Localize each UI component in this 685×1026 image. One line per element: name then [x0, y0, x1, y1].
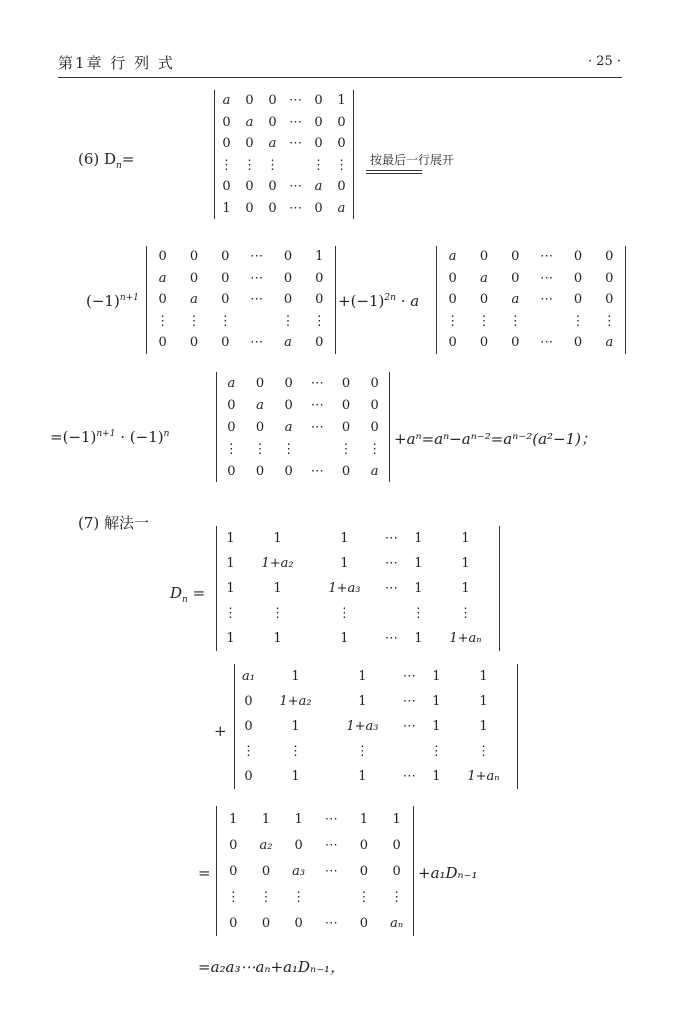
matrix-row: [235, 739, 517, 764]
matrix-cell: 1: [291, 719, 300, 734]
matrix-cell: 0: [337, 179, 346, 195]
matrix-cell: ⋯: [250, 270, 264, 286]
matrix-cell: a: [284, 419, 293, 435]
matrix-cell: 0: [222, 179, 231, 195]
determinant-6-left: [146, 246, 336, 354]
matrix-cell: ⋯: [289, 179, 302, 195]
determinant-7-a: [216, 526, 500, 651]
matrix-cell: 1: [273, 531, 282, 546]
matrix-cell: ⋯: [324, 915, 338, 931]
chapter-title: 第1章 行 列 式: [58, 54, 175, 72]
line3-prefix-text: =(−1): [50, 428, 97, 446]
matrix-cell: 1: [358, 669, 367, 684]
matrix-row: [217, 576, 499, 601]
matrix-cell: ⋯: [384, 556, 398, 571]
matrix-cell: 1: [479, 694, 488, 709]
matrix-cell: 0: [511, 249, 520, 265]
matrix-cell: 0: [392, 837, 401, 853]
matrix-row: [215, 198, 353, 220]
matrix-cell: a: [511, 292, 520, 308]
matrix-cell: ⋮: [411, 606, 425, 621]
matrix-cell: 0: [294, 915, 303, 931]
matrix-cell: 0: [315, 335, 324, 351]
matrix-cell: a: [337, 200, 346, 216]
matrix-cell: ⋯: [540, 270, 554, 286]
matrix-cell: 0: [341, 419, 351, 435]
matrix-cell: 1: [432, 769, 441, 784]
matrix-cell: ⋯: [384, 631, 398, 646]
matrix-cell: 1: [294, 811, 303, 827]
matrix-cell: 0: [189, 335, 199, 351]
matrix-row: [235, 764, 517, 789]
matrix-cell: 1+aₙ: [449, 631, 482, 646]
matrix-cell: 0: [511, 270, 520, 286]
matrix-cell: 0: [294, 837, 303, 853]
matrix-cell: ⋯: [250, 335, 264, 351]
matrix-row: [217, 526, 499, 551]
matrix-cell: 0: [255, 463, 265, 479]
matrix-cell: [315, 884, 348, 910]
matrix-row: [147, 311, 335, 333]
matrix-cell: ⋮: [357, 889, 371, 905]
matrix-cell: ⋮: [224, 606, 238, 621]
matrix-row: [217, 910, 413, 936]
matrix-cell: 0: [448, 270, 457, 286]
matrix-cell: 0: [255, 419, 265, 435]
matrix-cell: ⋯: [402, 719, 416, 734]
matrix-cell: ⋮: [282, 441, 296, 457]
matrix-cell: 0: [227, 397, 236, 413]
matrix-cell: ⋯: [384, 581, 398, 596]
matrix-6-right: [437, 246, 625, 354]
matrix-cell: a: [222, 93, 231, 109]
matrix-row: [215, 112, 353, 134]
matrix-cell: [378, 601, 405, 626]
eq-sign: =: [198, 864, 211, 882]
matrix-cell: 0: [221, 335, 230, 351]
matrix-cell: 0: [359, 837, 369, 853]
matrix-cell: ⋮: [312, 313, 326, 329]
matrix-row: [147, 289, 335, 311]
matrix-cell: ⋮: [368, 441, 382, 457]
matrix-cell: ⋯: [324, 811, 338, 827]
matrix-cell: 0: [370, 419, 379, 435]
matrix-cell: 0: [245, 93, 254, 109]
matrix-cell: 0: [244, 694, 253, 709]
line2-prefix-text: (−1): [86, 292, 120, 310]
matrix-row: [215, 155, 353, 177]
matrix-7-a: [217, 526, 499, 651]
matrix-cell: 0: [245, 200, 254, 216]
matrix-cell: 1: [340, 556, 349, 571]
matrix-cell: 0: [479, 335, 489, 351]
matrix-cell: ⋯: [289, 136, 302, 152]
matrix-cell: 0: [605, 270, 614, 286]
matrix-cell: a: [256, 397, 264, 413]
matrix-cell: 0: [392, 863, 401, 879]
matrix-cell: 0: [229, 837, 238, 853]
matrix-cell: 1+a₃: [346, 719, 379, 734]
matrix-cell: 0: [221, 270, 230, 286]
line2-prefix-exp: n+1: [119, 293, 139, 303]
matrix-row: [217, 806, 413, 832]
matrix-cell: ⋮: [335, 157, 348, 173]
matrix-cell: ⋮: [270, 606, 284, 621]
matrix-cell: 0: [479, 249, 489, 265]
line3-exp2: n: [163, 429, 170, 439]
matrix-cell: 1: [432, 719, 441, 734]
matrix-cell: 1: [226, 531, 235, 546]
matrix-cell: 0: [245, 136, 254, 152]
determinant-7-c: [216, 806, 414, 936]
matrix-cell: ⋯: [384, 531, 398, 546]
matrix-cell: ⋯: [402, 769, 416, 784]
matrix-cell: ⋯: [310, 375, 324, 391]
matrix-cell: ⋯: [402, 669, 416, 684]
matrix-cell: 0: [573, 249, 583, 265]
matrix-row: [217, 394, 389, 416]
matrix-row: [437, 289, 625, 311]
matrix-cell: ⋮: [156, 313, 170, 329]
matrix-cell: ⋯: [289, 200, 302, 216]
matrix-cell: a: [605, 335, 614, 351]
matrix-cell: 0: [341, 397, 351, 413]
determinant-7-b: [234, 664, 518, 789]
matrix-cell: ⋮: [571, 313, 585, 329]
matrix-cell: ⋮: [390, 889, 404, 905]
matrix-cell: ⋮: [477, 313, 491, 329]
matrix-row: [217, 626, 499, 651]
matrix-cell: ⋮: [253, 441, 267, 457]
matrix-cell: ⋮: [458, 606, 472, 621]
matrix-row: [235, 714, 517, 739]
matrix-cell: ⋯: [540, 292, 554, 308]
plus-sign: +: [214, 722, 227, 740]
matrix-cell: a: [190, 292, 198, 308]
matrix-cell: 0: [573, 335, 583, 351]
matrix-row: [217, 438, 389, 460]
double-arrow-line: [366, 170, 422, 174]
matrix-cell: ⋮: [218, 313, 232, 329]
part6-label-text: (6) D: [78, 150, 117, 168]
matrix-cell: 0: [314, 93, 323, 109]
matrix-row: [437, 268, 625, 290]
matrix-cell: a: [284, 335, 292, 351]
matrix-cell: ⋮: [337, 606, 351, 621]
matrix-cell: 0: [283, 270, 293, 286]
matrix-cell: ⋯: [310, 463, 324, 479]
matrix-cell: 1: [461, 531, 470, 546]
matrix-cell: 0: [221, 292, 230, 308]
part7-title: (7) 解法一: [78, 514, 150, 532]
matrix-cell: a: [268, 136, 277, 152]
matrix-row: [147, 268, 335, 290]
matrix-row: [217, 416, 389, 438]
matrix-cell: 0: [314, 114, 323, 130]
matrix-cell: ⋯: [324, 837, 338, 853]
matrix-cell: a₃: [292, 863, 306, 879]
matrix-cell: ⋮: [508, 313, 522, 329]
matrix-cell: [396, 739, 423, 764]
matrix-cell: ⋮: [243, 157, 256, 173]
matrix-cell: a: [227, 375, 236, 391]
determinant-6-result: [216, 372, 390, 482]
matrix-cell: ⋮: [288, 744, 302, 759]
determinant-6-right: [436, 246, 626, 354]
matrix-row: [215, 176, 353, 198]
matrix-cell: 0: [244, 769, 253, 784]
matrix-row: [215, 133, 353, 155]
matrix-cell: ⋮: [242, 744, 256, 759]
matrix-cell: ⋮: [187, 313, 201, 329]
matrix-cell: 0: [268, 93, 277, 109]
matrix-cell: 1: [226, 631, 235, 646]
matrix-cell: 1: [358, 769, 367, 784]
dn-label-text: D: [170, 584, 183, 602]
matrix-cell: ⋮: [224, 441, 238, 457]
matrix-cell: 1: [337, 93, 346, 109]
matrix-cell: 1: [229, 811, 238, 827]
matrix-cell: 0: [221, 249, 230, 265]
line3-mid: · (−1): [115, 428, 164, 446]
matrix-cell: ⋮: [446, 313, 460, 329]
matrix-cell: 0: [359, 915, 369, 931]
matrix-cell: 0: [605, 249, 614, 265]
matrix-cell: 1+a₂: [279, 694, 312, 709]
matrix-cell: 1: [273, 631, 282, 646]
matrix-row: [217, 832, 413, 858]
matrix-cell: ⋮: [339, 441, 353, 457]
matrix-cell: ⋮: [259, 889, 273, 905]
matrix-cell: ⋮: [355, 744, 369, 759]
matrix-cell: 1: [291, 769, 300, 784]
matrix-cell: 0: [268, 200, 277, 216]
matrix-cell: 1: [226, 581, 235, 596]
line3-result: +aⁿ=aⁿ−aⁿ⁻²=aⁿ⁻²(a²−1)；: [394, 430, 596, 448]
expand-label: 按最后一行展开: [370, 153, 455, 167]
dn-label-sub: n: [182, 595, 188, 605]
matrix-cell: 0: [283, 249, 293, 265]
matrix-cell: 0: [261, 863, 271, 879]
matrix-row: [217, 460, 389, 482]
matrix-cell: 1+aₙ: [467, 769, 500, 784]
matrix-cell: aₙ: [390, 915, 404, 931]
matrix-cell: a₁: [242, 669, 255, 684]
matrix-row: [217, 551, 499, 576]
matrix-cell: 1: [414, 581, 423, 596]
matrix-cell: 0: [268, 114, 277, 130]
matrix-row: [217, 884, 413, 910]
determinant-6-main: [214, 90, 354, 219]
matrix-cell: 0: [158, 335, 167, 351]
matrix-cell: ⋮: [266, 157, 279, 173]
matrix-cell: 0: [244, 719, 253, 734]
matrix-cell: 1: [315, 249, 324, 265]
matrix-cell: 0: [573, 270, 583, 286]
matrix-cell: 0: [189, 249, 199, 265]
line3-exp1: n+1: [96, 429, 116, 439]
matrix-cell: 0: [268, 179, 277, 195]
matrix-cell: 0: [229, 863, 238, 879]
matrix-cell: 1: [340, 531, 349, 546]
matrix-cell: ⋯: [289, 93, 302, 109]
matrix-6-main: [215, 90, 353, 219]
line3-prefix: [50, 428, 169, 446]
matrix-cell: 0: [315, 270, 324, 286]
matrix-cell: 0: [359, 863, 369, 879]
matrix-cell: 0: [255, 375, 265, 391]
matrix-cell: 0: [605, 292, 614, 308]
matrix-cell: 0: [158, 249, 167, 265]
line2-mid-exp: 2n: [384, 293, 396, 303]
matrix-row: [147, 332, 335, 354]
matrix-row: [215, 90, 353, 112]
matrix-6-result: [217, 372, 389, 482]
line2-mid: [338, 292, 419, 310]
matrix-cell: 0: [189, 270, 199, 286]
matrix-cell: 1: [226, 556, 235, 571]
matrix-cell: 0: [261, 915, 271, 931]
matrix-cell: 0: [284, 397, 293, 413]
matrix-cell: 0: [314, 200, 323, 216]
matrix-cell: 0: [341, 463, 351, 479]
part6-label-sub: n: [116, 161, 122, 171]
matrix-cell: 1: [414, 556, 423, 571]
matrix-cell: 0: [158, 292, 167, 308]
matrix-cell: [241, 311, 272, 333]
matrix-cell: ⋮: [281, 313, 295, 329]
matrix-cell: 1: [414, 631, 423, 646]
matrix-cell: ⋮: [476, 744, 490, 759]
line2-mid-text: +(−1): [338, 292, 385, 310]
matrix-cell: 1: [359, 811, 369, 827]
matrix-cell: 1: [461, 581, 470, 596]
matrix-cell: 0: [227, 463, 236, 479]
final-result: =a₂a₃⋯aₙ+a₁Dₙ₋₁，: [198, 958, 346, 976]
matrix-6-left: [147, 246, 335, 354]
matrix-cell: ⋯: [402, 694, 416, 709]
matrix-cell: a: [245, 114, 254, 130]
matrix-row: [217, 372, 389, 394]
matrix-cell: 0: [341, 375, 351, 391]
matrix-7-c: [217, 806, 413, 936]
matrix-cell: 1: [392, 811, 401, 827]
matrix-cell: 0: [448, 292, 457, 308]
matrix-cell: 0: [222, 136, 231, 152]
matrix-cell: 0: [284, 463, 293, 479]
matrix-cell: 0: [222, 114, 231, 130]
matrix-row: [235, 664, 517, 689]
matrix-cell: a: [158, 270, 167, 286]
matrix-cell: 0: [283, 292, 293, 308]
matrix-row: [235, 689, 517, 714]
matrix-cell: 1: [414, 531, 423, 546]
matrix-cell: ⋯: [540, 335, 554, 351]
part6-label: [78, 150, 134, 171]
dn-eq: =: [192, 584, 206, 602]
dn-label: [170, 584, 205, 605]
matrix-cell: 1: [432, 694, 441, 709]
matrix-cell: 1+a₂: [261, 556, 294, 571]
matrix-cell: ⋮: [312, 157, 325, 173]
matrix-cell: 1: [358, 694, 367, 709]
page-number: · 25 ·: [587, 54, 621, 69]
matrix-cell: 1: [273, 581, 282, 596]
matrix-7-b: [235, 664, 517, 789]
matrix-cell: 1: [222, 200, 231, 216]
matrix-row: [437, 332, 625, 354]
matrix-cell: 1+a₃: [328, 581, 361, 596]
matrix-cell: 1: [340, 631, 349, 646]
matrix-cell: 1: [432, 669, 441, 684]
matrix-cell: 0: [337, 114, 346, 130]
matrix-cell: ⋯: [324, 863, 338, 879]
matrix-cell: 0: [245, 179, 254, 195]
tail-7: +a₁Dₙ₋₁: [418, 864, 478, 882]
matrix-cell: [303, 438, 332, 460]
matrix-cell: a: [314, 179, 323, 195]
matrix-cell: 0: [370, 375, 379, 391]
matrix-cell: ⋮: [429, 744, 443, 759]
matrix-cell: 0: [337, 136, 346, 152]
matrix-cell: [284, 155, 307, 177]
matrix-cell: 1: [261, 811, 271, 827]
matrix-row: [147, 246, 335, 268]
matrix-cell: ⋯: [250, 292, 264, 308]
part6-eq: =: [121, 150, 135, 168]
matrix-cell: ⋯: [289, 114, 302, 130]
matrix-row: [437, 311, 625, 333]
matrix-cell: ⋮: [292, 889, 306, 905]
matrix-cell: a: [448, 249, 457, 265]
matrix-row: [217, 858, 413, 884]
matrix-cell: a: [480, 270, 488, 286]
matrix-row: [437, 246, 625, 268]
matrix-cell: 0: [479, 292, 489, 308]
header-rule: [58, 77, 622, 78]
matrix-cell: ⋮: [226, 889, 240, 905]
matrix-cell: ⋮: [220, 157, 233, 173]
matrix-cell: 0: [370, 397, 379, 413]
matrix-cell: 0: [448, 335, 457, 351]
matrix-cell: 0: [227, 419, 236, 435]
matrix-cell: 1: [461, 556, 470, 571]
matrix-cell: 0: [511, 335, 520, 351]
matrix-cell: 0: [229, 915, 238, 931]
matrix-cell: ⋮: [602, 313, 616, 329]
line2-prefix: [86, 292, 139, 310]
matrix-cell: a: [370, 463, 379, 479]
matrix-cell: 1: [291, 669, 300, 684]
matrix-cell: ⋯: [310, 419, 324, 435]
matrix-row: [217, 601, 499, 626]
matrix-cell: 0: [315, 292, 324, 308]
matrix-cell: 0: [284, 375, 293, 391]
matrix-cell: ⋯: [310, 397, 324, 413]
matrix-cell: ⋯: [250, 249, 264, 265]
matrix-cell: 1: [479, 669, 488, 684]
line2-mid-tail: · a: [395, 292, 420, 310]
matrix-cell: 0: [573, 292, 583, 308]
matrix-cell: 1: [479, 719, 488, 734]
matrix-cell: a₂: [259, 837, 273, 853]
matrix-cell: [531, 311, 562, 333]
matrix-cell: 0: [314, 136, 323, 152]
matrix-cell: ⋯: [540, 249, 554, 265]
